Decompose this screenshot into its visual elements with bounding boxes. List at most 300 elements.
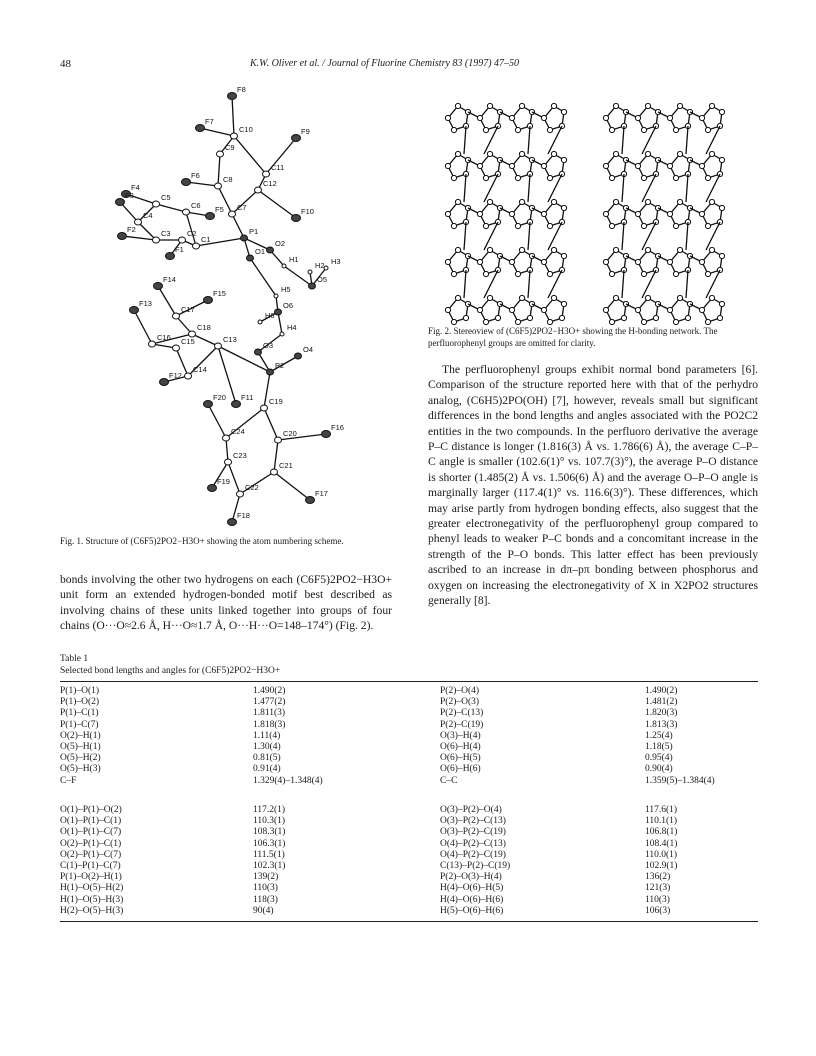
bond-angle-row	[60, 816, 758, 827]
atom-label: C12	[263, 179, 277, 188]
bond-length-cell: 1.477(2)	[253, 697, 286, 708]
bond-angle-cell: 106.3(1)	[253, 838, 286, 849]
bond-length-cell: O(5)–H(1)	[60, 741, 101, 752]
network-atom	[551, 103, 556, 108]
atom-ellipse	[237, 491, 244, 497]
atom-label: C18	[197, 323, 211, 332]
network-atom	[495, 315, 500, 320]
network-atom	[451, 223, 456, 228]
bond-length-row	[60, 697, 758, 708]
atom-label: C8	[223, 175, 233, 184]
network-atom	[699, 307, 704, 312]
network-atom	[519, 295, 524, 300]
bond-length-cell: O(5)–H(2)	[60, 753, 101, 764]
network-atom	[673, 223, 678, 228]
bond-angle-cell: 118(3)	[253, 894, 278, 905]
network-atom	[603, 115, 608, 120]
atom-ellipse	[229, 211, 236, 217]
bond-line	[232, 214, 244, 238]
figure-1-caption: Fig. 1. Structure of (C6F5)2PO2−H3O+ showing the atom numbering scheme.	[60, 536, 344, 546]
bond-angle-row	[60, 883, 758, 894]
atom-ellipse	[295, 353, 302, 359]
network-bond	[622, 126, 624, 154]
network-atom	[717, 315, 722, 320]
bond-angle-row	[60, 850, 758, 861]
network-atom	[487, 199, 492, 204]
network-atom	[613, 247, 618, 252]
network-atom	[677, 199, 682, 204]
network-bond	[528, 174, 530, 202]
network-atom	[685, 315, 690, 320]
atom-ellipse	[225, 459, 232, 465]
network-atom	[515, 319, 520, 324]
bond-length-cell: 1.818(3)	[253, 719, 286, 730]
atom-label: F11	[241, 393, 254, 402]
bond-angle-cell: 139(2)	[253, 872, 279, 883]
atom-label: O3	[263, 341, 274, 350]
bond-line	[134, 310, 152, 344]
bond-length-cell: 1.811(3)	[253, 708, 286, 719]
atom-label: F16	[331, 423, 344, 432]
network-atom	[561, 157, 566, 162]
atom-label: C22	[245, 483, 259, 492]
network-atom	[515, 175, 520, 180]
atom-ellipse	[183, 209, 190, 215]
network-atom	[561, 205, 566, 210]
table-1-title: Selected bond lengths and angles for (C6F5)2PO2−H3O+	[60, 666, 281, 676]
bond-angle-cell: H(1)–O(5)–H(2)	[60, 883, 124, 894]
bond-angle-cell: 111.5(1)	[253, 849, 285, 860]
atom-label: C9	[225, 143, 235, 152]
network-bond	[528, 126, 530, 154]
atom-label: C13	[223, 335, 237, 344]
left-column-text: bonds involving the other two hydrogens on each (C6F5)2PO2−H3O+ unit form an extended hydrogen-bonded motif best described as involving chains of these units linked together into groups of four chains (O···O≈2.6 Å, H···O≈1.7 Å, O···H···O=148–174°) (Fig. 2).	[60, 573, 392, 633]
bond-angle-cell: H(5)–O(6)–H(6)	[440, 905, 504, 916]
network-atom	[451, 271, 456, 276]
network-atom	[709, 199, 714, 204]
bond-angle-cell: O(2)–P(1)–C(7)	[60, 849, 122, 860]
network-atom	[677, 247, 682, 252]
network-atom	[613, 199, 618, 204]
bond-angle-cell: O(3)–P(2)–C(19)	[440, 827, 506, 838]
atom-ellipse	[179, 237, 186, 243]
bond-length-cell: O(6)–H(5)	[440, 753, 481, 764]
network-bond	[528, 222, 530, 250]
network-atom	[635, 211, 640, 216]
atom-label: C3	[161, 229, 171, 238]
network-atom	[719, 253, 724, 258]
bond-length-row	[60, 686, 758, 697]
table-bottom-rule	[60, 921, 758, 922]
atom-label: F3	[125, 191, 134, 200]
bond-angle-cell: 110.0(1)	[645, 849, 678, 860]
figure-2-stereoview	[440, 92, 740, 317]
atom-label: P1	[249, 227, 259, 236]
bond-length-cell: P(1)–C(7)	[60, 719, 99, 730]
network-atom	[673, 175, 678, 180]
bond-angle-cell: O(1)–P(1)–O(2)	[60, 805, 122, 815]
network-atom	[561, 253, 566, 258]
atom-ellipse	[166, 253, 175, 260]
atom-ellipse	[154, 283, 163, 290]
network-atom	[687, 253, 692, 258]
bond-angle-row	[60, 827, 758, 838]
network-atom	[455, 295, 460, 300]
network-atom	[509, 259, 514, 264]
bond-angle-row	[60, 895, 758, 906]
network-atom	[699, 115, 704, 120]
bond-angle-cell: P(1)–O(2)–H(1)	[60, 872, 122, 883]
network-atom	[483, 127, 488, 132]
atom-ellipse	[204, 401, 213, 408]
network-atom	[465, 253, 470, 258]
atom-label: F4	[131, 183, 140, 192]
network-atom	[603, 163, 608, 168]
atom-ellipse	[228, 93, 237, 100]
atom-ellipse	[275, 437, 282, 443]
bond-line	[122, 236, 156, 240]
bond-line	[156, 204, 186, 212]
atom-label: C23	[233, 451, 247, 460]
bond-angle-cell: O(4)–P(2)–C(13)	[440, 838, 506, 849]
atom-label: F8	[237, 85, 246, 94]
network-atom	[667, 259, 672, 264]
network-atom	[515, 223, 520, 228]
atom-label: F6	[191, 171, 200, 180]
bond-length-cell: 1.359(5)–1.384(4)	[645, 775, 715, 786]
network-atom	[487, 103, 492, 108]
atom-ellipse	[185, 373, 192, 379]
figure-1-structure	[100, 85, 400, 530]
atom-ellipse	[258, 320, 262, 324]
network-atom	[705, 319, 710, 324]
atom-label: O5	[317, 275, 328, 284]
network-atom	[677, 295, 682, 300]
bond-angle-cell: H(4)–O(6)–H(6)	[440, 894, 504, 905]
atom-label: C15	[181, 337, 195, 346]
atom-label: C4	[143, 211, 153, 220]
atom-ellipse	[130, 307, 139, 314]
network-atom	[655, 253, 660, 258]
atom-label: O4	[303, 345, 314, 354]
network-atom	[509, 115, 514, 120]
bond-angle-cell: O(2)–P(1)–C(1)	[60, 838, 122, 849]
bond-angle-row	[60, 805, 758, 816]
atom-ellipse	[308, 270, 312, 274]
network-bond	[464, 222, 466, 250]
network-atom	[445, 115, 450, 120]
atom-label: H2	[315, 261, 325, 270]
atom-ellipse	[208, 485, 217, 492]
network-atom	[477, 259, 482, 264]
network-atom	[709, 151, 714, 156]
atom-label: F2	[127, 225, 136, 234]
network-atom	[477, 163, 482, 168]
atom-ellipse	[149, 341, 156, 347]
network-atom	[621, 315, 626, 320]
atom-ellipse	[292, 135, 301, 142]
atom-ellipse	[153, 201, 160, 207]
network-atom	[609, 271, 614, 276]
network-atom	[509, 211, 514, 216]
network-atom	[641, 271, 646, 276]
atom-label: O1	[255, 247, 266, 256]
network-atom	[551, 247, 556, 252]
atom-ellipse	[324, 266, 328, 270]
atom-label: C2	[187, 229, 197, 238]
bond-angle-cell: O(1)–P(1)–C(7)	[60, 827, 122, 838]
page-number: 48	[60, 58, 71, 70]
network-atom	[527, 315, 532, 320]
bond-line	[234, 136, 266, 174]
network-atom	[547, 271, 552, 276]
atom-label: C7	[237, 203, 247, 212]
network-atom	[699, 259, 704, 264]
bond-length-row	[60, 776, 758, 787]
bond-line	[250, 258, 276, 296]
bond-length-cell: 1.329(4)–1.348(4)	[253, 775, 323, 786]
atom-label: F10	[301, 207, 314, 216]
network-atom	[645, 295, 650, 300]
network-atom	[705, 271, 710, 276]
bond-length-cell: 1.820(3)	[645, 708, 678, 719]
atom-ellipse	[263, 171, 270, 177]
bond-length-cell: C–C	[440, 775, 458, 786]
network-atom	[487, 151, 492, 156]
network-atom	[609, 223, 614, 228]
network-bond	[622, 270, 624, 298]
network-atom	[515, 127, 520, 132]
bond-angle-cell: 106(3)	[645, 905, 671, 916]
network-atom	[463, 315, 468, 320]
atom-label: O2	[275, 239, 286, 248]
network-atom	[667, 163, 672, 168]
network-atom	[541, 211, 546, 216]
bond-length-row	[60, 708, 758, 719]
bond-angle-cell: P(2)–O(3)–H(4)	[440, 872, 502, 883]
atom-ellipse	[261, 405, 268, 411]
bond-length-cell: 1.18(5)	[645, 741, 673, 752]
network-atom	[603, 259, 608, 264]
bond-angle-cell: O(3)–P(2)–C(13)	[440, 816, 506, 827]
atom-ellipse	[267, 247, 274, 253]
network-atom	[673, 127, 678, 132]
network-atom	[455, 247, 460, 252]
bond-line	[200, 128, 234, 136]
bond-angle-cell: H(2)–O(5)–H(3)	[60, 905, 124, 916]
atom-label: F19	[217, 477, 230, 486]
network-atom	[561, 109, 566, 114]
atom-ellipse	[271, 469, 278, 475]
atom-ellipse	[196, 125, 205, 132]
network-atom	[609, 319, 614, 324]
bond-angle-cell: C(13)–P(2)–C(19)	[440, 860, 511, 871]
atom-ellipse	[173, 313, 180, 319]
atom-ellipse	[118, 233, 127, 240]
network-atom	[677, 103, 682, 108]
bond-angle-cell: C(1)–P(1)–C(7)	[60, 860, 121, 871]
bond-angle-row	[60, 861, 758, 872]
network-atom	[667, 211, 672, 216]
network-atom	[529, 253, 534, 258]
network-atom	[603, 307, 608, 312]
bond-angle-cell: 90(4)	[253, 905, 274, 916]
atom-label: F1	[175, 245, 184, 254]
network-atom	[445, 211, 450, 216]
network-atom	[677, 151, 682, 156]
bond-angle-row	[60, 839, 758, 850]
network-atom	[483, 271, 488, 276]
atom-ellipse	[241, 235, 248, 241]
network-atom	[705, 223, 710, 228]
network-atom	[613, 151, 618, 156]
network-atom	[551, 295, 556, 300]
atom-ellipse	[116, 199, 125, 206]
right-column-text: The perfluorophenyl groups exhibit normal bond parameters [6]. Comparison of the structure reported here with that of the perhydro analog, (C6H5)2PO(OH) [7], however, reveals small but significant differences in the bond lengths and angles associated with the PO2C2 entities in the two compounds. In the perfluoro derivative the average P–C distance is longer (1.816(3) Å vs. 1.786(6) Å), the average C–P–C angle is smaller (102.6(1)° vs. 107.7(3)°), the average P–O distance is shorter (1.485(2) Å vs. 1.506(6) Å) and the average O–P–O angle is marginally larger (117.4(1)° vs. 116.6(3)°). These differences, which may arise partly from hydrogen bonding effects, also suggest that the greater electronegativity of the perfluorophenyl group compared to phenyl leads to weaker P–C bonds and a concomitant increase in the strength of the P–O bonds. This latter effect has been previously ascribed to an increase in dπ–pπ bonding between phosphorus and oxygen on increasing the electronegativity of X in X2PO2 structures generally [8].	[428, 363, 758, 608]
network-atom	[699, 163, 704, 168]
network-atom	[547, 175, 552, 180]
atom-label: C10	[239, 125, 253, 134]
atom-ellipse	[173, 345, 180, 351]
table-1-label: Table 1	[60, 654, 89, 664]
network-atom	[641, 175, 646, 180]
atom-ellipse	[267, 369, 274, 375]
atom-ellipse	[255, 349, 262, 355]
network-atom	[561, 301, 566, 306]
atom-label: F14	[163, 275, 176, 284]
network-atom	[705, 175, 710, 180]
atom-label: H5	[281, 285, 291, 294]
network-atom	[641, 319, 646, 324]
bond-angles-table	[60, 805, 758, 917]
atom-label: F13	[139, 299, 152, 308]
network-atom	[509, 163, 514, 168]
network-atom	[519, 103, 524, 108]
atom-ellipse	[160, 379, 169, 386]
network-atom	[519, 247, 524, 252]
network-bond	[686, 270, 688, 298]
atom-label: H4	[287, 323, 297, 332]
bond-angle-cell: 110(3)	[253, 883, 278, 894]
bond-length-cell: 1.25(4)	[645, 730, 673, 741]
bond-angle-cell: H(1)–O(5)–H(3)	[60, 894, 124, 905]
network-atom	[673, 271, 678, 276]
network-atom	[487, 247, 492, 252]
bond-line	[226, 438, 228, 462]
bond-angle-cell: O(1)–P(1)–C(1)	[60, 816, 122, 827]
bond-length-cell: 0.90(4)	[645, 764, 673, 775]
network-atom	[541, 307, 546, 312]
network-atom	[445, 307, 450, 312]
network-atom	[541, 115, 546, 120]
network-bond	[622, 174, 624, 202]
bond-angle-cell: 136(2)	[645, 872, 671, 883]
atom-label: H6	[265, 311, 275, 320]
bond-length-row	[60, 764, 758, 775]
atom-label: C16	[157, 333, 171, 342]
atom-label: C24	[231, 427, 245, 436]
network-atom	[673, 319, 678, 324]
bond-angle-cell: 117.2(1)	[253, 805, 286, 815]
atom-ellipse	[204, 297, 213, 304]
bond-length-cell: P(2)–C(19)	[440, 719, 484, 730]
network-atom	[641, 223, 646, 228]
network-atom	[455, 103, 460, 108]
atom-label: F15	[213, 289, 226, 298]
bond-length-cell: 1.30(4)	[253, 741, 281, 752]
bond-length-cell: O(3)–H(4)	[440, 730, 481, 741]
bond-angle-cell: 102.9(1)	[645, 860, 678, 871]
bond-length-cell: 1.481(2)	[645, 697, 678, 708]
bond-angle-cell: 106.8(1)	[645, 827, 678, 838]
bond-line	[192, 334, 218, 346]
network-bond	[622, 222, 624, 250]
atom-ellipse	[282, 264, 286, 268]
bond-angle-row	[60, 906, 758, 917]
bond-angle-cell: 110.1(1)	[645, 816, 678, 827]
bond-length-cell: P(1)–C(1)	[60, 708, 99, 719]
network-atom	[709, 247, 714, 252]
network-atom	[645, 199, 650, 204]
bond-length-cell: 1.813(3)	[645, 719, 678, 730]
network-atom	[445, 259, 450, 264]
atom-ellipse	[228, 519, 237, 526]
atom-label: F20	[213, 393, 226, 402]
atom-label: F12	[169, 371, 182, 380]
network-atom	[613, 103, 618, 108]
network-atom	[645, 247, 650, 252]
network-atom	[451, 319, 456, 324]
network-atom	[547, 319, 552, 324]
network-bond	[464, 270, 466, 298]
bond-length-cell: P(2)–O(4)	[440, 686, 480, 696]
bond-line	[218, 154, 220, 186]
bond-length-cell: P(2)–C(13)	[440, 708, 484, 719]
atom-label: C21	[279, 461, 293, 470]
network-atom	[709, 103, 714, 108]
network-atom	[635, 259, 640, 264]
atom-label: C11	[271, 163, 285, 172]
network-atom	[451, 127, 456, 132]
bond-length-row	[60, 731, 758, 742]
atom-ellipse	[247, 255, 254, 261]
network-atom	[483, 223, 488, 228]
network-bond	[464, 174, 466, 202]
bond-length-cell: P(2)–O(3)	[440, 697, 480, 708]
atom-ellipse	[309, 283, 316, 289]
atom-ellipse	[223, 435, 230, 441]
network-bond	[686, 222, 688, 250]
network-atom	[509, 307, 514, 312]
bond-line	[274, 472, 310, 500]
bond-length-cell: P(1)–O(1)	[60, 686, 100, 696]
atom-ellipse	[274, 294, 278, 298]
atom-label: H1	[289, 255, 299, 264]
bond-length-cell: C–F	[60, 775, 77, 786]
table-1-heading	[60, 653, 280, 677]
bond-length-cell: 0.81(5)	[253, 753, 281, 764]
bond-length-row	[60, 720, 758, 731]
atom-ellipse	[182, 179, 191, 186]
network-atom	[519, 199, 524, 204]
network-bond	[464, 126, 466, 154]
bond-length-row	[60, 753, 758, 764]
bond-length-cell: O(2)–H(1)	[60, 730, 101, 741]
network-atom	[497, 253, 502, 258]
network-atom	[645, 151, 650, 156]
atom-label: C6	[191, 201, 201, 210]
bond-line	[208, 404, 226, 438]
